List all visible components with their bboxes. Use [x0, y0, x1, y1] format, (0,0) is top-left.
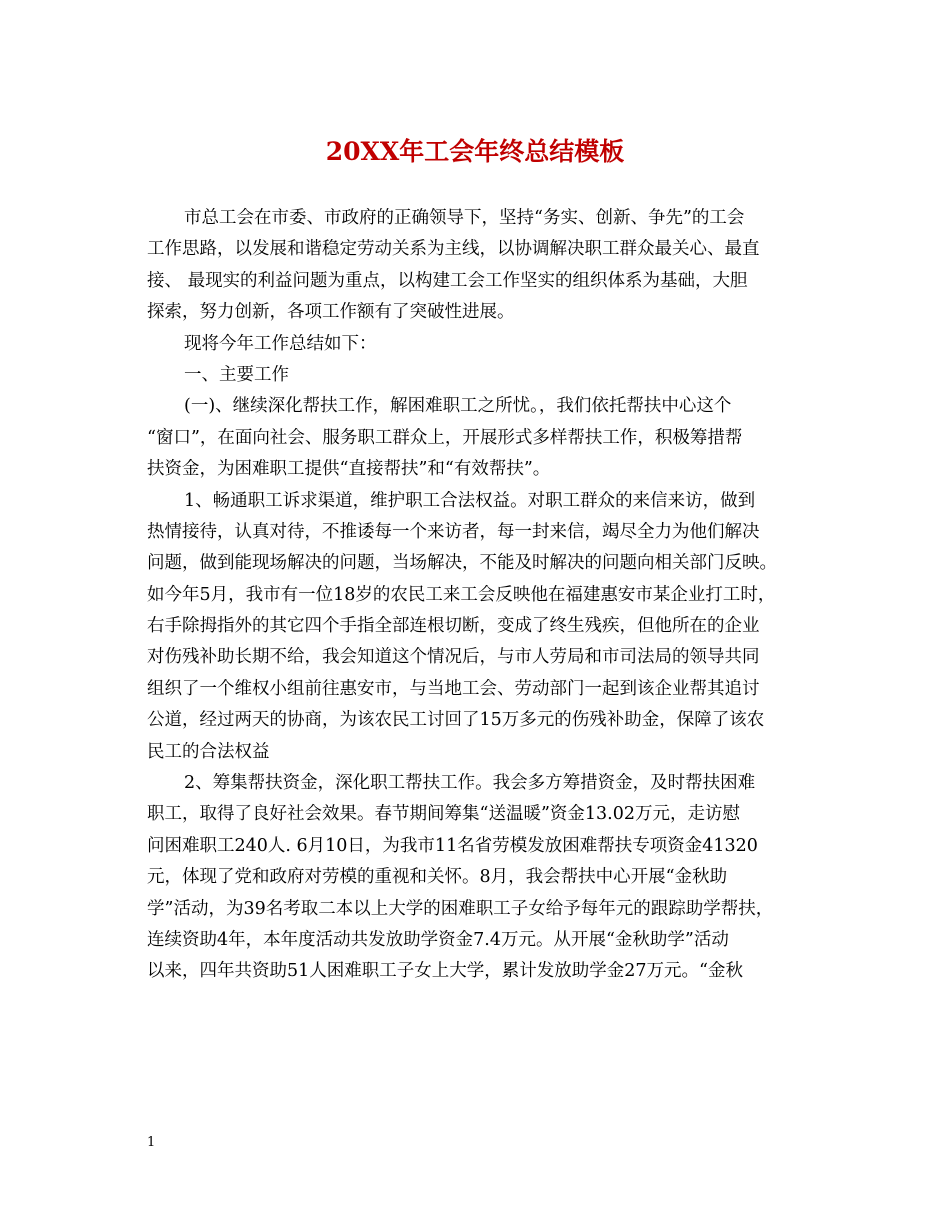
text-line: 工作思路，以发展和谐稳定劳动关系为主线，以协调解决职工群众最关心、最直 [147, 239, 760, 260]
text-line: 连续资助4年，本年度活动共发放助学资金7.4万元。从开展“金秋助学”活动 [147, 929, 729, 950]
text-line: 接、 最现实的利益问题为重点，以构建工会工作坚实的组织体系为基础，大胆 [147, 270, 748, 291]
text-line: 右手除拇指外的其它四个手指全部连根切断，变成了终生残疾，但他所在的企业 [147, 616, 760, 637]
text-line: 以来，四年共资助51人困难职工子女上大学，累计发放助学金27万元。“金秋 [147, 961, 743, 982]
text-line: 1、畅通职工诉求渠道，维护职工合法权益。对职工群众的来信来访，做到 [184, 490, 756, 511]
text-line: 扶资金，为困难职工提供“直接帮扶”和“有效帮扶”。 [147, 459, 551, 480]
text-line: 一、主要工作 [184, 364, 289, 385]
text-line: 对伤残补助长期不给，我会知道这个情况后，与市人劳局和市司法局的领导共同 [147, 647, 760, 668]
text-line: (一)、继续深化帮扶工作，解困难职工之所忧。，我们依托帮扶中心这个 [184, 396, 732, 417]
text-line: “窗口”，在面向社会、服务职工群众上，开展形式多样帮扶工作，积极筹措帮 [147, 427, 743, 448]
text-line: 公道，经过两天的协商，为该农民工讨回了15万多元的伤残补助金，保障了该农 [147, 710, 765, 731]
text-line: 职工，取得了良好社会效果。春节期间筹集“送温暖”资金13.02万元，走访慰 [147, 804, 740, 825]
text-line: 现将今年工作总结如下： [184, 333, 377, 354]
text-line: 问困难职工240人. 6月10日，为我市11名省劳模发放困难帮扶专项资金41320 [147, 835, 758, 856]
text-line: 民工的合法权益 [147, 741, 270, 762]
page-number: 1 [147, 1135, 156, 1150]
text-line: 2、筹集帮扶资金，深化职工帮扶工作。我会多方筹措资金，及时帮扶困难 [184, 773, 756, 794]
text-line: 问题，做到能现场解决的问题，当场解决，不能及时解决的问题向相关部门反映。 [147, 553, 777, 574]
text-line: 如今年5月，我市有一位18岁的农民工来工会反映他在福建惠安市某企业打工时， [147, 584, 776, 605]
text-line: 探索，努力创新，各项工作额有了突破性进展。 [147, 302, 515, 323]
text-line: 热情接待，认真对待，不推诿每一个来访者，每一封来信，竭尽全力为他们解决 [147, 521, 760, 542]
text-line: 元，体现了党和政府对劳模的重视和关怀。8月，我会帮扶中心开展“金秋助 [147, 867, 728, 888]
text-line: 组织了一个维权小组前往惠安市，与当地工会、劳动部门一起到该企业帮其追讨 [147, 678, 760, 699]
text-line: 市总工会在市委、市政府的正确领导下，坚持“务实、创新、争先”的工会 [184, 208, 745, 228]
document-body [147, 203, 812, 988]
text-line: 学”活动，为39名考取二本以上大学的困难职工子女给予每年元的跟踪助学帮扶， [147, 898, 774, 919]
document-title: 20XX年工会年终总结模板 [325, 137, 625, 166]
